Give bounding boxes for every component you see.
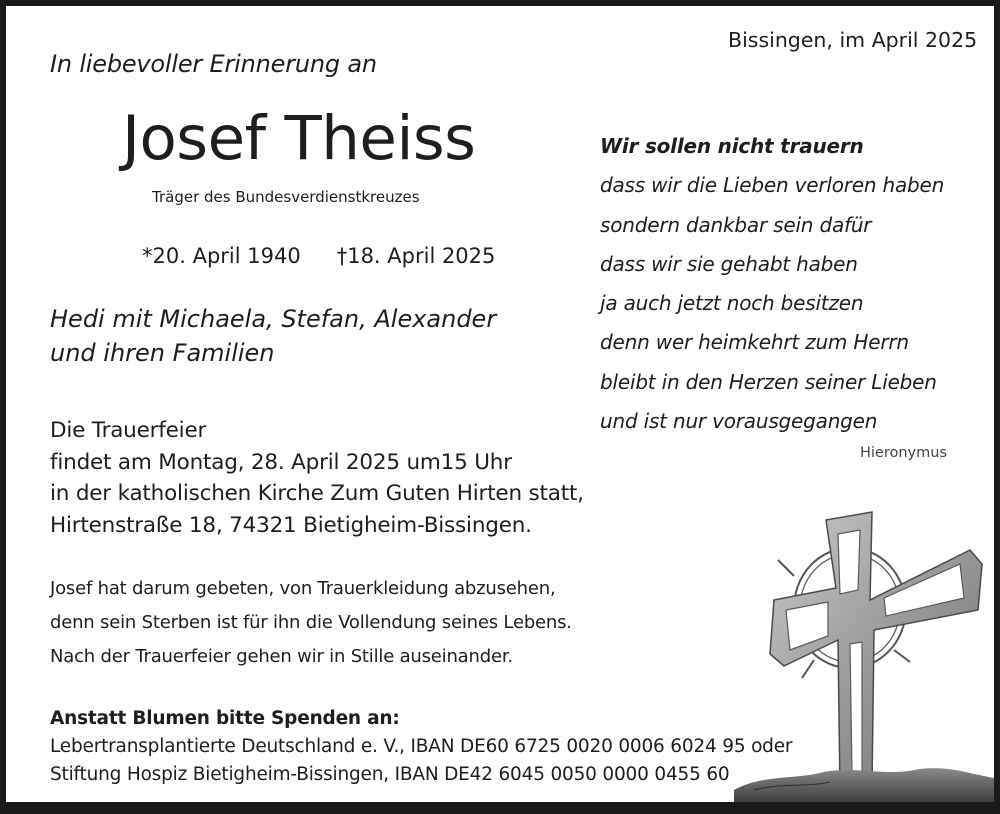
service-line: findet am Montag, 28. April 2025 um15 Uhr — [50, 449, 512, 475]
poem-line: ja auch jetzt noch besitzen — [600, 291, 864, 316]
poem-line: bleibt in den Herzen seiner Lieben — [600, 369, 937, 394]
poem — [600, 127, 944, 441]
family-line: Hedi mit Michaela, Stefan, Alexander — [50, 305, 497, 333]
request-line: denn sein Sterben ist für ihn die Vollendung seines Lebens. — [50, 612, 572, 633]
family-request — [50, 572, 572, 674]
death-date: †18. April 2025 — [336, 244, 496, 268]
intro-line: In liebevoller Erinnerung an — [50, 50, 377, 78]
poem-line: Wir sollen nicht trauern — [600, 134, 864, 158]
life-dates — [142, 244, 495, 268]
deceased-name: Josef Theiss — [122, 103, 476, 174]
family-line: und ihren Familien — [50, 339, 275, 367]
request-line: Nach der Trauerfeier gehen wir in Stille auseinander. — [50, 646, 513, 667]
place-date: Bissingen, im April 2025 — [728, 28, 978, 52]
poem-line: dass wir sie gehabt haben — [600, 251, 858, 276]
donation-info — [50, 705, 792, 789]
request-line: Josef hat darum gebeten, von Trauerkleidung abzusehen, — [50, 578, 556, 599]
donation-line: Lebertransplantierte Deutschland e. V., IBAN DE60 6725 0020 0006 6024 95 oder — [50, 736, 793, 757]
award-line: Träger des Bundesverdienstkreuzes — [152, 188, 420, 206]
celtic-cross-icon — [734, 490, 994, 802]
poem-author: Hieronymus — [860, 445, 948, 461]
funeral-service-info — [50, 415, 584, 541]
poem-line: und ist nur vorausgegangen — [600, 409, 878, 434]
donation-line: Stiftung Hospiz Bietigheim-Bissingen, IBAN DE42 6045 0050 0000 0455 60 — [50, 764, 730, 785]
poem-line: sondern dankbar sein dafür — [600, 212, 872, 237]
poem-line: denn wer heimkehrt zum Herrn — [600, 330, 909, 355]
obituary-notice — [6, 6, 994, 802]
service-line: Hirtenstraße 18, 74321 Bietigheim-Bissingen. — [50, 512, 532, 538]
service-line: in der katholischen Kirche Zum Guten Hirten statt, — [50, 481, 584, 506]
poem-line: dass wir die Lieben verloren haben — [600, 173, 945, 198]
service-line: Die Trauerfeier — [50, 418, 207, 443]
donation-heading: Anstatt Blumen bitte Spenden an: — [50, 708, 400, 729]
birth-date: *20. April 1940 — [142, 244, 301, 268]
family-names — [50, 302, 496, 370]
